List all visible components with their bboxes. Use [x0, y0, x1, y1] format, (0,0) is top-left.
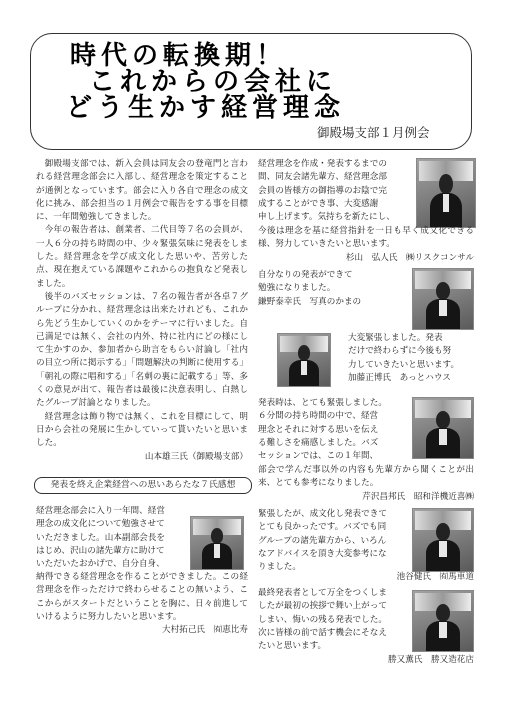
testimonial-line: とても良かったです。バズでも同 — [258, 522, 387, 533]
testimonial-iketani-sign — [258, 571, 474, 584]
testimonial-line: 緊張したが、成文化し発表できて — [258, 509, 387, 519]
testimonial-line: いただきました。山本副部会長を — [36, 532, 165, 543]
report-article — [36, 158, 248, 464]
testimonial-serizawa-head — [258, 397, 408, 463]
testimonial-line: なアドバイスを頂き大変参考にな — [258, 548, 387, 559]
testimonial-iketani — [258, 508, 408, 574]
testimonial-line: グループの諸先輩方から、いろん — [258, 535, 387, 546]
testimonial-signature: 杉山 弘人氏 ㈱リスクコンサル — [345, 252, 474, 263]
testimonial-line: 次に皆様の前で話す機会にそなえ — [258, 627, 387, 638]
testimonial-katsumata — [258, 587, 408, 653]
speaker-photo-kamano — [412, 268, 474, 330]
testimonial-line: 最終発表者として万全をつくしま — [258, 588, 387, 598]
report-signature: 山本雄三氏（御殿場支部） — [144, 451, 248, 462]
speaker-photo-katsumata — [412, 590, 474, 652]
speaker-photo-iketani — [412, 508, 474, 572]
title-line-2: これからの会社に — [89, 67, 338, 97]
testimonial-line: ６分間の持ち時間の中で、経営 — [258, 411, 379, 422]
testimonial-line: 経営理念部会に入り一年間、経営 — [36, 506, 165, 516]
testimonial-text: 部会で学んだ事以外の内容も先輩方から聞くことが出来、とても参考になりました。 — [258, 465, 474, 489]
report-paragraph-4: 経営理念は飾り物では無く、これを目標にして、明日から会社の発展に生かしていって貰いたいと思いました。 — [36, 411, 248, 449]
testimonial-omura-head — [36, 505, 186, 571]
testimonial-text: 今後は理念を基に経営指針を一日も早く成文化できる様、努力していきたいと思います。 — [258, 226, 474, 250]
title-line-3: どう生かす経営理念 — [66, 93, 346, 123]
testimonial-line: 経営理念を作成・発表するまでの — [258, 159, 387, 169]
testimonial-line: 理念とそれに対する思いを伝え — [258, 424, 379, 435]
speaker-photo-serizawa — [412, 397, 474, 459]
testimonial-signature: 勝又薫氏 勝又造花店 — [388, 655, 474, 665]
testimonial-signature: 池谷健氏 ㈲馬車道 — [396, 572, 474, 582]
testimonial-line: 成することができ事、大変感謝 — [258, 198, 379, 209]
testimonial-line: 自分なりの発表ができて — [258, 270, 353, 280]
testimonial-line: しまい、悔いの残る発表でした。 — [258, 614, 387, 625]
report-paragraph-1: 御殿場支部では、新入会員は同友会の登竜門と言われる経営理念部会に入部し、経営理念を策定することが通例となっています。部会に入り各自で理念の成文化に挑み、部会担当の１月例会で報告をする事を目標に、一年間勉強してきました。 — [36, 159, 248, 223]
testimonial-line: たいと思います。 — [258, 641, 327, 652]
testimonial-line: る難しさを痛感しました。バズ — [258, 437, 379, 448]
testimonial-line: 力していきたいと思います。 — [348, 359, 460, 370]
testimonial-line: 申し上げます。気持ちを新たにし、 — [258, 212, 395, 223]
testimonial-signature: 加藤正博氏 あっとハウス — [348, 372, 451, 383]
speaker-photo-kato — [277, 333, 331, 387]
testimonial-line: したが最初の挨拶で舞い上がって — [258, 601, 387, 612]
speaker-photo-omura — [190, 516, 244, 570]
speaker-photo-sugiyama — [416, 158, 476, 228]
testimonial-kamano — [258, 269, 408, 309]
testimonial-line: 大変緊張しました。発表 — [348, 333, 443, 343]
testimonial-signature: 芹沢昌邦氏 昭和洋機近喜㈱ — [362, 491, 474, 502]
testimonial-signature: 大村拓己氏 ㈲恵比寿 — [162, 625, 248, 636]
section-caption: 発表を終え企業経営への思いあらたな７氏感想 — [34, 477, 252, 494]
testimonial-sugiyama-body — [258, 225, 474, 265]
title-line-1: 時代の転換期！ — [70, 41, 288, 71]
testimonial-line: 間、同友会諸先輩方、経営理念部 — [258, 172, 387, 183]
testimonial-line: 会員の皆様方の御指導のお陰で完 — [258, 185, 387, 196]
testimonial-line: 発表時は、とても緊張しました。 — [258, 398, 387, 408]
testimonial-line: はじめ、沢山の諸先輩方に助けて — [36, 545, 165, 556]
report-paragraph-3: 後半のバズセッションは、７名の報告者が各卓７グループに分かれ、経営理念は出来たけれども、これから先どう生かしていくのかをテーマに行いました。自己満足では無く、会社の内外、特に社内にどの様にして生かすのか、参加者から助言をもらい討論し「社内の目立つ所に掲示する」「問題解決の判断に使用する」「朝礼の際に唱和する」「名刺の裏に記載する」等、多くの意見が出て、報告者は最後に決意表明し、白熱したグループ討論となりました。 — [36, 291, 248, 409]
testimonial-line: 理念の成文化について勉強させて — [36, 519, 165, 530]
testimonial-line: 勉強になりました。 — [258, 283, 336, 294]
testimonial-kato — [348, 332, 474, 385]
subtitle: 御殿場支部１月例会 — [317, 125, 430, 140]
testimonial-serizawa-body — [258, 464, 474, 504]
testimonial-sugiyama-head — [258, 158, 410, 224]
testimonial-line: セッションでは、この１年間、 — [258, 451, 379, 462]
testimonial-katsumata-sign — [258, 654, 474, 667]
testimonial-line: だけで終わらずに今後も努 — [348, 346, 452, 357]
testimonial-omura-body — [36, 571, 248, 637]
testimonial-signature: 鎌野泰幸氏 写真のかまの — [258, 296, 362, 307]
testimonial-line: りました。 — [258, 562, 301, 573]
testimonial-text: 納得できる経営理念を作ることができました。この経営理念を作っただけで終わらせることの無いよう、ここからがスタートだということを胸に、日々前進していけるように努力したいと思います。 — [36, 572, 248, 622]
testimonial-line: いただいたおかげで、自分自身、 — [36, 559, 165, 570]
report-paragraph-2: 今年の報告者は、創業者、二代目等７名の会員が、一人６分の持ち時間の中、少々緊張気味に発表をしました。経営理念を学び成文化した思いや、苦労した点、現在抱えている課題やこれからの抱負など発表しました。 — [36, 225, 248, 289]
